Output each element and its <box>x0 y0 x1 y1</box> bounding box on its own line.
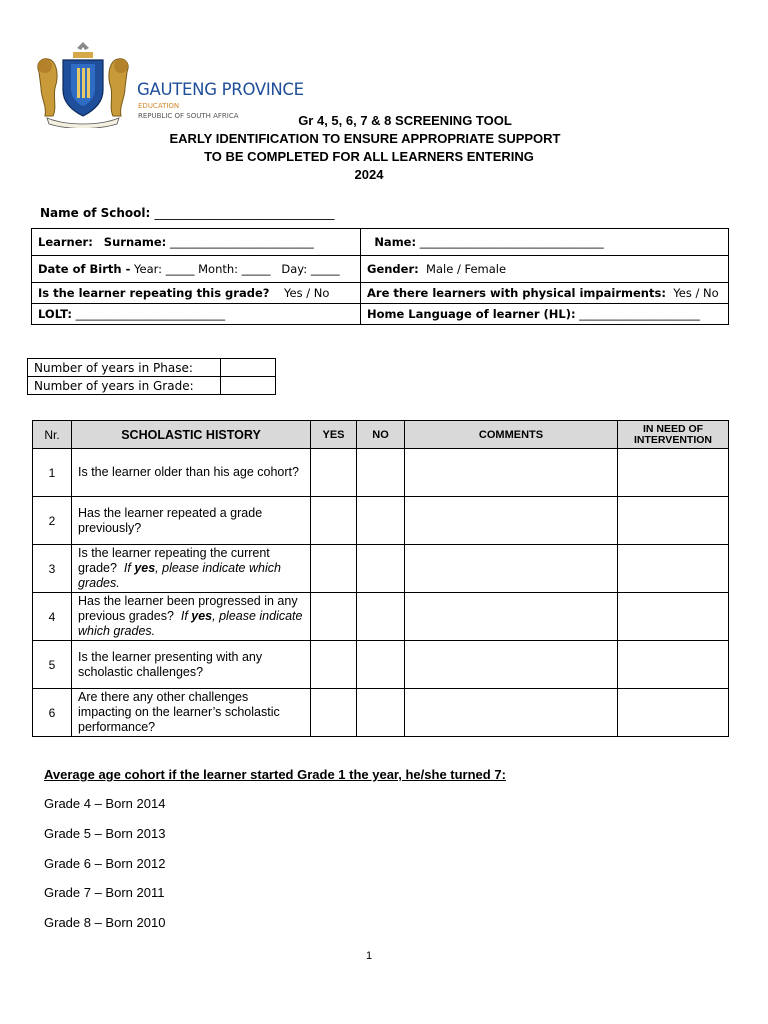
note-bold: yes <box>191 609 213 623</box>
comments-cell[interactable] <box>405 545 618 593</box>
home-language-blank[interactable]: _____________________ <box>579 307 701 321</box>
name-blank[interactable]: ________________________________ <box>419 235 604 249</box>
scholastic-history-table <box>32 420 729 737</box>
header-no: NO <box>357 421 405 449</box>
surname-cell <box>32 229 361 256</box>
question-cell <box>72 497 311 545</box>
coat-of-arms-icon <box>33 42 133 128</box>
row-number: 5 <box>33 641 72 689</box>
no-cell[interactable] <box>357 641 405 689</box>
note-post: , please indicate which grades. <box>78 561 281 590</box>
grade-value-field[interactable] <box>221 377 276 395</box>
lolt-blank[interactable]: __________________________ <box>75 307 226 321</box>
lolt-cell <box>32 304 361 325</box>
question-text: Is the learner repeating the current grade? <box>78 546 270 575</box>
day-blank[interactable]: _____ <box>310 262 340 276</box>
department-name: EDUCATION <box>138 102 180 110</box>
comments-cell[interactable] <box>405 593 618 641</box>
row-number: 2 <box>33 497 72 545</box>
phase-label: Number of years in Phase: <box>28 359 221 377</box>
grade-label: Number of years in Grade: <box>28 377 221 395</box>
name-label: Name: <box>374 235 417 249</box>
intervention-cell[interactable] <box>618 497 729 545</box>
history-row <box>33 593 729 641</box>
school-blank[interactable]: ______________________________ <box>154 206 335 220</box>
title-learners-entering: TO BE COMPLETED FOR ALL LEARNERS ENTERING <box>204 149 534 164</box>
cohort-grade-item: Grade 8 – Born 2010 <box>44 915 166 931</box>
dob-label: Date of Birth - <box>38 262 131 276</box>
school-name-field <box>40 206 335 220</box>
year-label: Year: <box>134 262 163 276</box>
question-text: Has the learner repeated a grade previously? <box>78 505 263 535</box>
title-year: 2024 <box>354 167 384 182</box>
header-intervention <box>618 421 729 449</box>
cohort-grade-item: Grade 6 – Born 2012 <box>44 855 166 871</box>
lolt-label: LOLT: <box>38 307 72 321</box>
surname-blank[interactable]: _________________________ <box>169 235 314 249</box>
dob-cell <box>32 256 361 283</box>
day-label: Day: <box>281 262 308 276</box>
repeating-options[interactable]: Yes / No <box>284 286 330 300</box>
repeating-cell <box>32 283 361 304</box>
header-nr: Nr. <box>33 421 72 449</box>
month-label: Month: <box>198 262 239 276</box>
question-cell <box>72 545 311 593</box>
page-number: 1 <box>366 950 373 962</box>
yes-cell[interactable] <box>311 689 357 737</box>
intervention-cell[interactable] <box>618 689 729 737</box>
comments-cell[interactable] <box>405 497 618 545</box>
phase-value-field[interactable] <box>221 359 276 377</box>
row-number: 3 <box>33 545 72 593</box>
repeating-label: Is the learner repeating this grade? <box>38 286 270 300</box>
no-cell[interactable] <box>357 497 405 545</box>
comments-cell[interactable] <box>405 641 618 689</box>
cohort-grade-item: Grade 7 – Born 2011 <box>44 885 165 901</box>
header-intervention-line2: INTERVENTION <box>634 433 712 446</box>
header-comments: COMMENTS <box>405 421 618 449</box>
question-text: Is the learner older than his age cohort? <box>78 465 299 479</box>
comments-cell[interactable] <box>405 449 618 497</box>
question-cell <box>72 449 311 497</box>
history-row <box>33 689 729 737</box>
gender-options[interactable]: Male / Female <box>426 262 507 276</box>
header-yes: YES <box>311 421 357 449</box>
years-table <box>27 358 276 395</box>
note-pre: If <box>180 609 192 623</box>
gender-label: Gender: <box>367 262 419 276</box>
question-text: Is the learner presenting with any scholastic challenges? <box>78 649 263 679</box>
home-language-label: Home Language of learner (HL): <box>367 307 576 321</box>
row-number: 1 <box>33 449 72 497</box>
question-cell <box>72 689 311 737</box>
cohort-grade-item: Grade 5 – Born 2013 <box>44 825 166 841</box>
history-row <box>33 641 729 689</box>
intervention-cell[interactable] <box>618 593 729 641</box>
question-cell <box>72 641 311 689</box>
note-post: , please indicate which grades. <box>78 609 303 638</box>
learner-info-table <box>31 228 729 325</box>
impairments-cell <box>361 283 729 304</box>
cohort-grade-list <box>44 796 165 945</box>
header-intervention-line1: IN NEED OF <box>642 422 704 435</box>
yes-cell[interactable] <box>311 641 357 689</box>
yes-cell[interactable] <box>311 497 357 545</box>
yes-cell[interactable] <box>311 593 357 641</box>
gauteng-logo <box>33 42 304 128</box>
intervention-cell[interactable] <box>618 641 729 689</box>
cohort-heading: Average age cohort if the learner started Grade 1 the year, he/she turned 7: <box>44 767 506 782</box>
impairments-options[interactable]: Yes / No <box>673 286 719 300</box>
surname-label: Surname: <box>103 235 167 249</box>
history-row <box>33 449 729 497</box>
note-pre: If <box>123 561 135 575</box>
no-cell[interactable] <box>357 449 405 497</box>
note-bold: yes <box>134 561 156 575</box>
yes-cell[interactable] <box>311 449 357 497</box>
brand-name: GAUTENG PROVINCE <box>137 80 304 99</box>
no-cell[interactable] <box>357 545 405 593</box>
impairments-label: Are there learners with physical impairments: <box>367 286 666 300</box>
year-blank[interactable]: _____ <box>165 262 195 276</box>
republic-name: REPUBLIC OF SOUTH AFRICA <box>138 112 239 120</box>
title-early-identification: EARLY IDENTIFICATION TO ENSURE APPROPRIATE SUPPORT <box>169 131 561 146</box>
gender-cell <box>361 256 729 283</box>
no-cell[interactable] <box>357 689 405 737</box>
yes-cell[interactable] <box>311 545 357 593</box>
history-row <box>33 497 729 545</box>
home-language-cell <box>361 304 729 325</box>
intervention-cell[interactable] <box>618 449 729 497</box>
month-blank[interactable]: _____ <box>241 262 271 276</box>
header-scholastic-history: SCHOLASTIC HISTORY <box>72 421 311 449</box>
intervention-cell[interactable] <box>618 545 729 593</box>
question-text: Has the learner been progressed in any previous grades? <box>78 594 298 623</box>
history-row <box>33 545 729 593</box>
cohort-grade-item: Grade 4 – Born 2014 <box>44 796 166 811</box>
name-cell <box>361 229 729 256</box>
comments-cell[interactable] <box>405 689 618 737</box>
row-number: 4 <box>33 593 72 641</box>
school-label: Name of School: <box>40 206 151 220</box>
question-cell <box>72 593 311 641</box>
question-text: Are there any other challenges impacting on the learner’s scholastic performance? <box>78 690 280 734</box>
title-screening-tool: Gr 4, 5, 6, 7 & 8 SCREENING TOOL <box>298 113 512 128</box>
row-number: 6 <box>33 689 72 737</box>
learner-label: Learner: <box>38 235 93 249</box>
no-cell[interactable] <box>357 593 405 641</box>
